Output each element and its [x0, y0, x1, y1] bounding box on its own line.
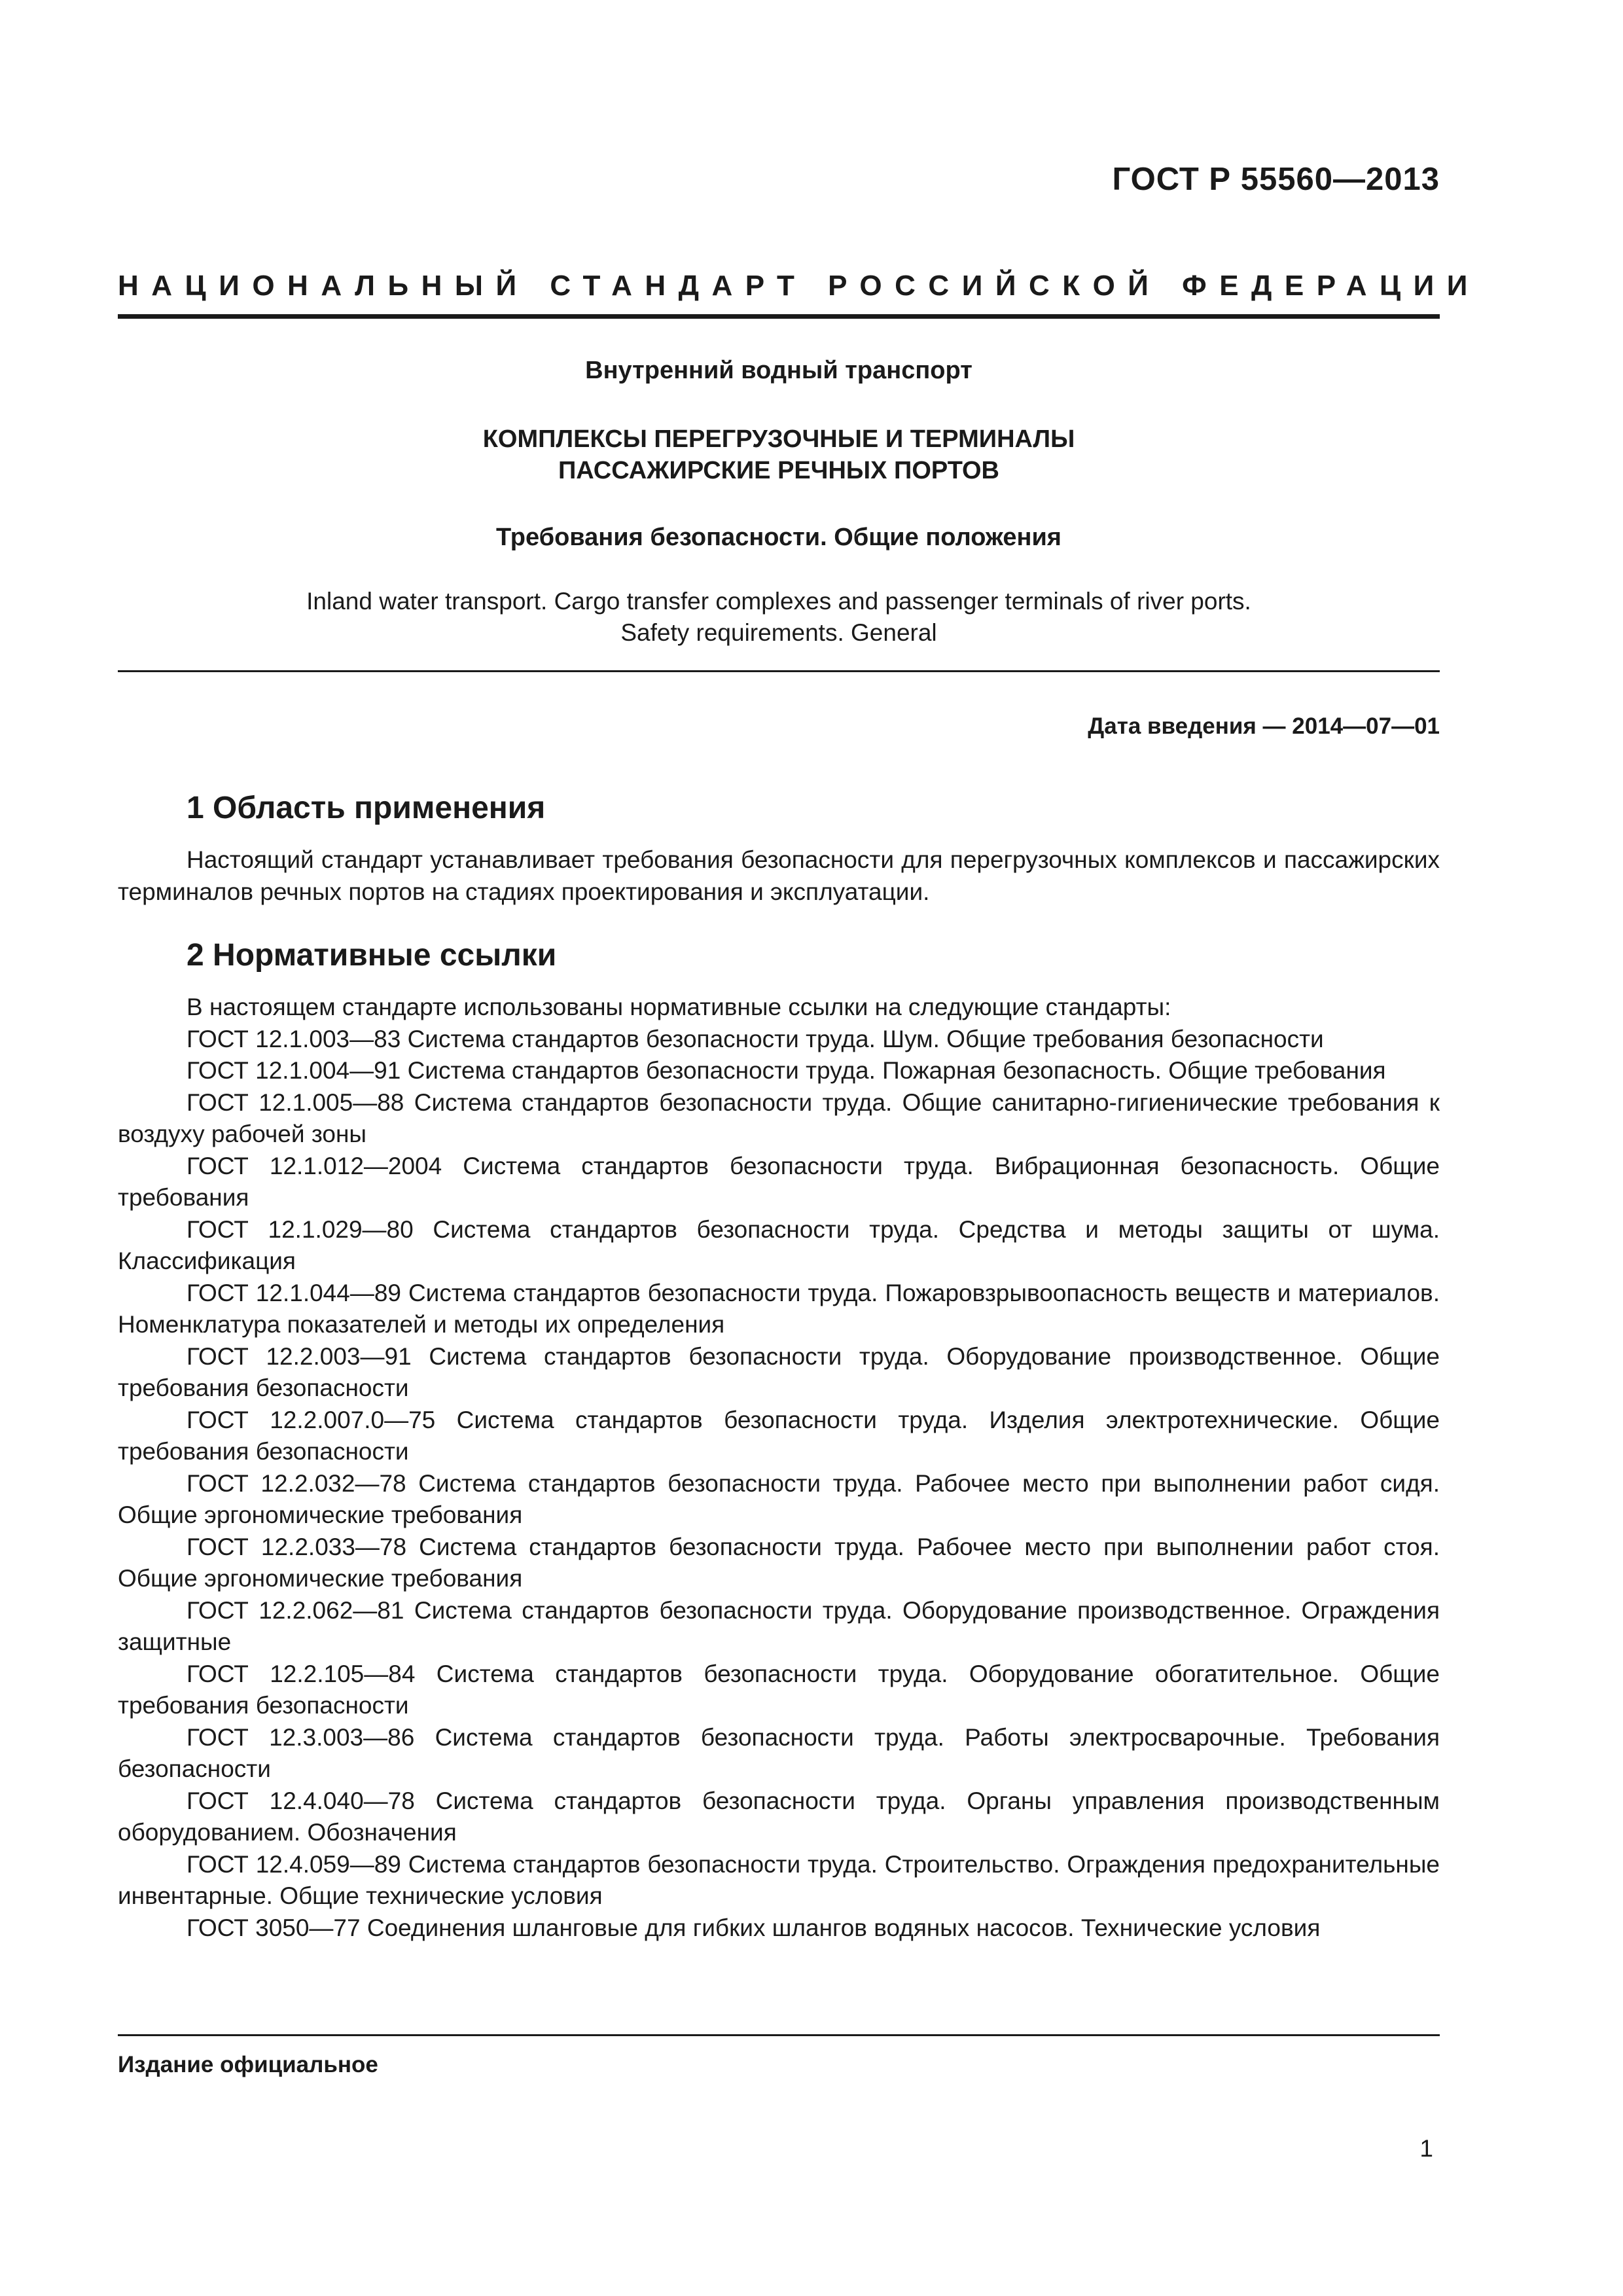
reference-item: ГОСТ 12.2.105—84 Система стандартов безопасности труда. Оборудование обогатительное. Общие требования безопасности [118, 1660, 1440, 1719]
reference-item: ГОСТ 12.2.007.0—75 Система стандартов безопасности труда. Изделия электротехнические. Общие требования безопасности [118, 1406, 1440, 1465]
reference-item: ГОСТ 12.4.059—89 Система стандартов безопасности труда. Строительство. Ограждения предохранительные инвентарные. Общие технические условия [118, 1850, 1440, 1909]
section-1-text: Настоящий стандарт устанавливает требования безопасности для перегрузочных комплексов и пассажирских терминалов речных портов на стадиях проектирования и эксплуатации. [118, 846, 1440, 905]
reference-item: ГОСТ 12.2.033—78 Система стандартов безопасности труда. Рабочее место при выполнении работ стоя. Общие эргономические требования [118, 1533, 1440, 1592]
section-2-intro: В настоящем стандарте использованы нормативные ссылки на следующие стандарты: [187, 994, 1171, 1020]
reference-item: ГОСТ 12.1.044—89 Система стандартов безопасности труда. Пожаровзрывоопасность веществ и материалов. Номенклатура показателей и методы их определения [118, 1279, 1440, 1338]
document-title [118, 423, 1440, 486]
section-1-heading: 1 Область применения [187, 791, 546, 825]
english-title-line-2: Safety requirements. General [620, 619, 937, 646]
title-divider [118, 670, 1440, 672]
reference-item: ГОСТ 12.1.004—91 Система стандартов безопасности труда. Пожарная безопасность. Общие требования [187, 1057, 1386, 1084]
gost-code: ГОСТ Р 55560—2013 [1112, 162, 1440, 197]
reference-item: ГОСТ 12.4.040—78 Система стандартов безопасности труда. Органы управления производственным оборудованием. Обозначения [118, 1787, 1440, 1846]
normative-references-list [118, 992, 1440, 1944]
document-subtitle: Требования безопасности. Общие положения [496, 524, 1061, 551]
reference-item: ГОСТ 3050—77 Соединения шланговые для гибких шлангов водяных насосов. Технические условия [187, 1914, 1321, 1941]
document-title-line-2: ПАССАЖИРСКИЕ РЕЧНЫХ ПОРТОВ [558, 457, 1000, 484]
reference-item: ГОСТ 12.1.003—83 Система стандартов безопасности труда. Шум. Общие требования безопасности [187, 1025, 1324, 1052]
section-2-heading: 2 Нормативные ссылки [187, 938, 557, 973]
reference-item: ГОСТ 12.1.029—80 Система стандартов безопасности труда. Средства и методы защиты от шума. Классификация [118, 1215, 1440, 1274]
reference-item: ГОСТ 12.2.032—78 Система стандартов безопасности труда. Рабочее место при выполнении работ сидя. Общие эргономические требования [118, 1469, 1440, 1528]
document-title-line-1: КОМПЛЕКСЫ ПЕРЕГРУЗОЧНЫЕ И ТЕРМИНАЛЫ [482, 425, 1075, 453]
english-title [118, 586, 1440, 649]
reference-item: ГОСТ 12.1.012—2004 Система стандартов безопасности труда. Вибрационная безопасность. Общие требования [118, 1152, 1440, 1211]
footer-divider [118, 2034, 1440, 2036]
introduction-date: Дата введения — 2014—07—01 [1088, 713, 1440, 739]
national-standard-heading: НАЦИОНАЛЬНЫЙ СТАНДАРТ РОССИЙСКОЙ ФЕДЕРАЦИИ [118, 270, 1480, 302]
english-title-line-1: Inland water transport. Cargo transfer complexes and passenger terminals of river ports. [306, 588, 1251, 615]
official-edition-label: Издание официальное [118, 2052, 378, 2077]
header-divider [118, 314, 1440, 319]
reference-item: ГОСТ 12.2.003—91 Система стандартов безопасности труда. Оборудование производственное. Общие требования безопасности [118, 1342, 1440, 1401]
document-subject: Внутренний водный транспорт [585, 357, 972, 384]
reference-item: ГОСТ 12.3.003—86 Система стандартов безопасности труда. Работы электросварочные. Требования безопасности [118, 1723, 1440, 1782]
page-number: 1 [1419, 2135, 1433, 2162]
reference-item: ГОСТ 12.1.005—88 Система стандартов безопасности труда. Общие санитарно-гигиенические требования к воздуху рабочей зоны [118, 1088, 1440, 1147]
reference-item: ГОСТ 12.2.062—81 Система стандартов безопасности труда. Оборудование производственное. Ограждения защитные [118, 1596, 1440, 1655]
